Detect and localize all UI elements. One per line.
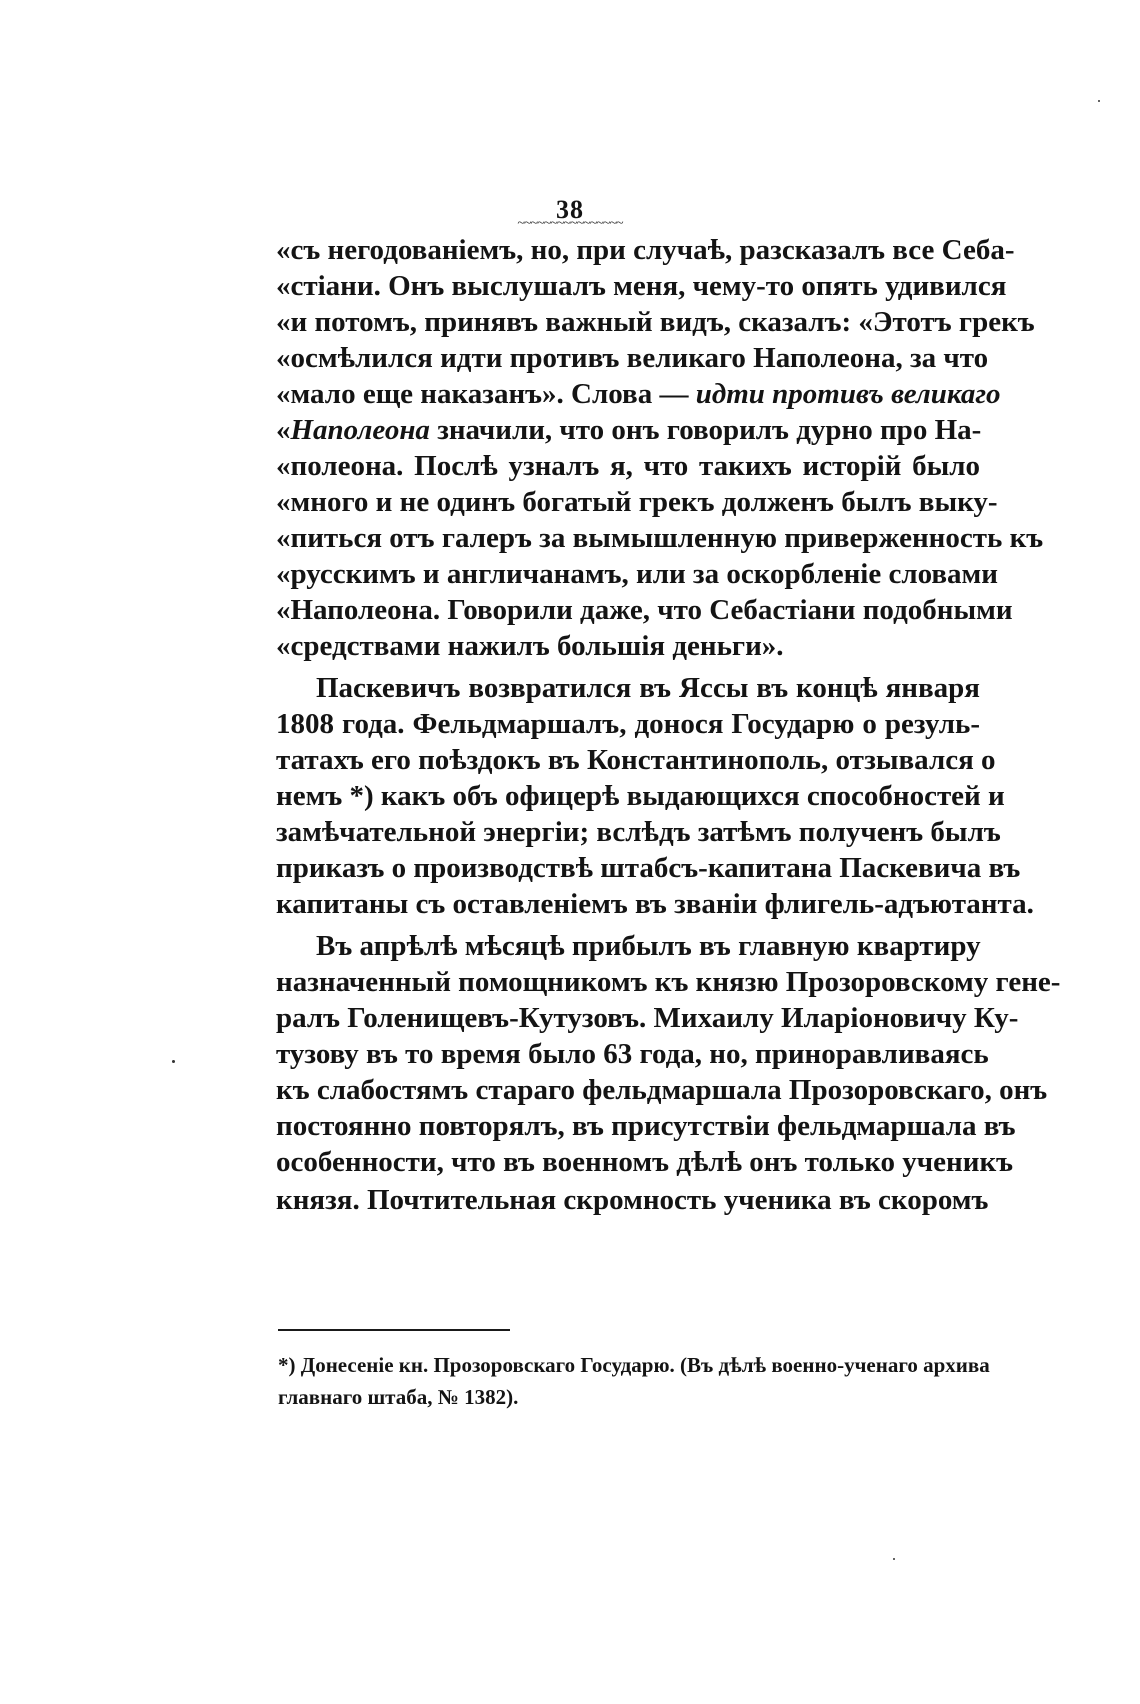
footnote-line: *) Донесеніе кн. Прозоровскаго Государю. (Въ дѣлѣ военно-ученаго архива — [278, 1353, 990, 1377]
text-line: Въ апрѣлѣ мѣсяцѣ прибылъ въ главную квартиру — [316, 930, 981, 962]
text-line: «Наполеона. Говорили даже, что Себастіани подобными — [276, 594, 1013, 626]
text-run: « — [276, 414, 291, 446]
page-number: 38 — [556, 195, 584, 224]
text-line: «русскимъ и англичанамъ, или за оскорбленіе словами — [276, 558, 999, 590]
text-line: къ слабостямъ стараго фельдмаршала Прозоровскаго, онъ — [276, 1074, 1048, 1106]
text-line: «и потомъ, принявъ важный видъ, сказалъ: «Этотъ грекъ — [276, 306, 1035, 338]
text-line: «питься отъ галеръ за вымышленную приверженность къ — [276, 522, 1044, 554]
text-line: особенности, что въ военномъ дѣлѣ онъ только ученикъ — [276, 1146, 1014, 1178]
footnote-separator — [278, 1329, 510, 1331]
text-line: приказъ о производствѣ штабсъ-капитана Паскевича въ — [276, 852, 1021, 884]
text-line: Паскевичъ возвратился въ Яссы въ концѣ января — [316, 672, 980, 704]
text-line — [276, 374, 1001, 414]
text-line: 1808 года. Фельдмаршалъ, донося Государю о резуль- — [276, 708, 980, 740]
text-run: значили, что онъ говорилъ дурно про На- — [429, 414, 982, 446]
text-line: тузову въ то время было 63 года, но, приноравливаясь — [276, 1038, 989, 1070]
text-line: «стіани. Онъ выслушалъ меня, чему-то опять удивился — [276, 270, 1007, 302]
text-line: немъ *) какъ объ офицерѣ выдающихся способностей и — [276, 780, 1005, 812]
scan-speck — [172, 1060, 175, 1063]
text-line: татахъ его поѣздокъ въ Константинополь, отзывался о — [276, 744, 996, 776]
text-line: «средствами нажилъ большія деньги». — [276, 630, 784, 662]
text-line: капитаны съ оставленіемъ въ званіи флигель-адъютанта. — [276, 888, 1034, 920]
text-line: постоянно повторялъ, въ присутствіи фельдмаршала въ — [276, 1110, 1016, 1142]
text-line: «съ негодованіемъ, но, при случаѣ, разсказалъ все Себа- — [276, 234, 1015, 266]
scan-speck — [1098, 100, 1100, 102]
italic-emphasis: Наполеона — [290, 414, 430, 446]
text-line: «осмѣлился идти противъ великаго Наполеона, за что — [276, 342, 989, 374]
text-line — [276, 410, 980, 450]
footnote-line: главнаго штаба, № 1382). — [278, 1385, 519, 1409]
text-line: замѣчательной энергіи; вслѣдъ затѣмъ полученъ былъ — [276, 816, 1001, 848]
italic-emphasis: идти противъ великаго — [695, 378, 1001, 410]
text-line: «много и не одинъ богатый грекъ долженъ былъ выку- — [276, 486, 998, 518]
text-line: ралъ Голенищевъ-Кутузовъ. Михаилу Иларіоновичу Ку- — [276, 1002, 1019, 1034]
text-run: «мало еще наказанъ». Слова — — [276, 378, 696, 410]
page-number-ornament: ~~~~~~~~~~~~~~~~ — [517, 216, 623, 231]
text-line: князя. Почтительная скромность ученика въ скоромъ — [276, 1184, 989, 1216]
text-line: назначенный помощникомъ къ князю Прозоровскому гене- — [276, 966, 1061, 998]
scan-speck — [893, 1558, 895, 1560]
text-line: «полеона. Послѣ узналъ я, что такихъ исторій было — [276, 450, 980, 482]
